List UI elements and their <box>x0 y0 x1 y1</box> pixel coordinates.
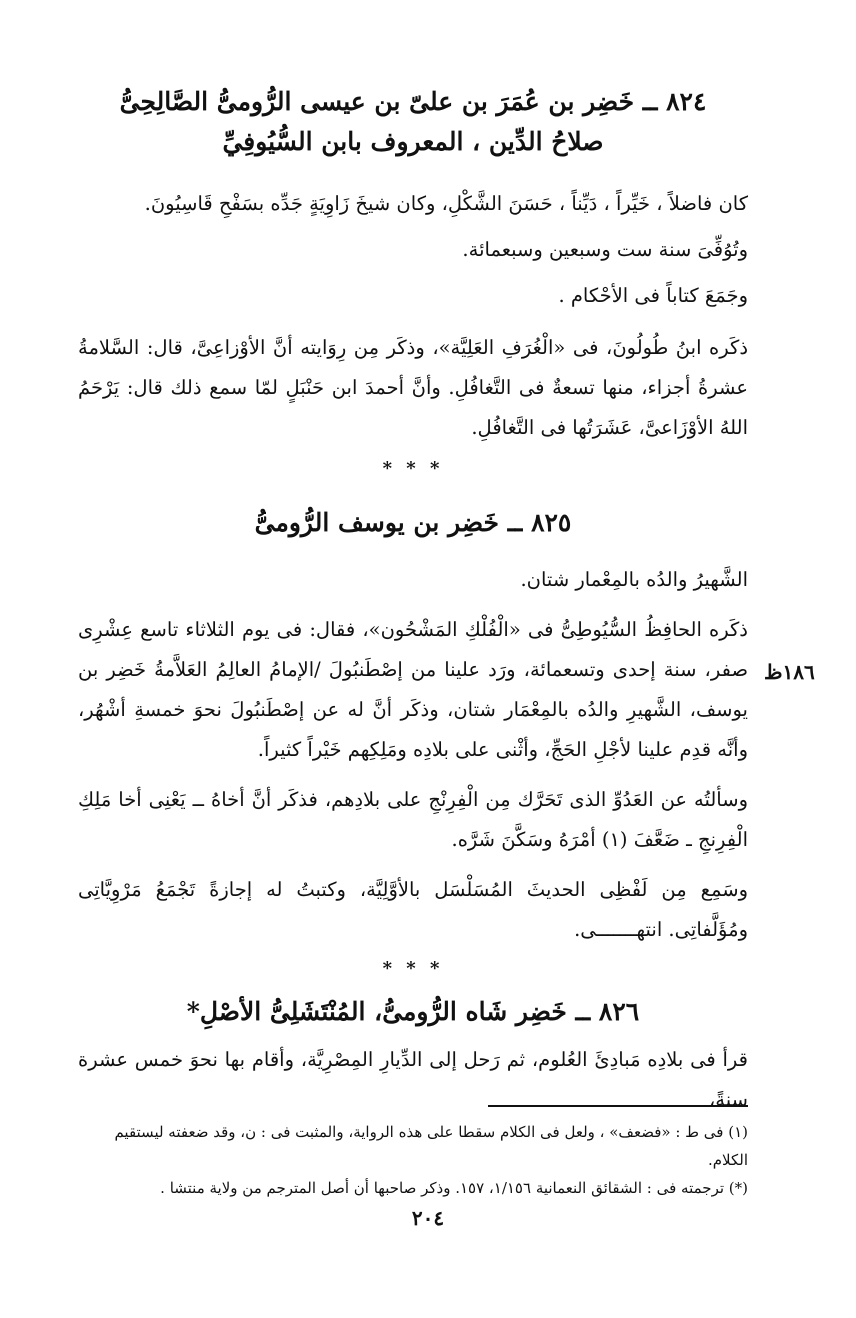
entry-heading-line-2: صلاحُ الدِّين ، المعروف بابن السُّيُوفِيِّ <box>222 127 604 156</box>
entry-825-text <box>78 560 748 950</box>
footnote: (*) ترجمته فى : الشقائق النعمانية ١/١٥٦، ١٥٧. وذكر صاحبها أن أصل المترجم من ولاية منتشا . <box>160 1179 748 1197</box>
paragraph: كان فاضلاً ، خَيِّراً ، دَيِّناً ، حَسَنَ الشَّكْلِ، وكان شيخَ زَاوِيَةٍ جَدِّه بسَفْحِ قَاسِيُونَ. <box>144 192 748 215</box>
entry-825 <box>78 503 748 543</box>
entry-826 <box>78 992 748 1032</box>
separator: * * * <box>382 958 444 979</box>
entry-824-text <box>78 184 748 448</box>
paragraph: وجَمَعَ كتاباً فى الأحْكام . <box>558 284 748 307</box>
paragraph: وتُوُفِّىَ سنة ست وسبعين وسبعمائة. <box>462 238 748 261</box>
entry-heading: ٨٢٥ ــ خَضِر بن يوسف الرُّومىُّ <box>254 508 572 537</box>
page-number: ٢٠٤ <box>411 1206 445 1230</box>
paragraph: الشَّهيرُ والدُه بالمِعْمار شتان. <box>520 568 748 591</box>
paragraph: وسَمِع مِن لَفْظِى الحديثَ المُسَلْسَل بالأوَّلِيَّة، وكتبتُ له إجازةً تَجْمَعُ مَرْوِيَّاتِى ومُؤَلَّفاتِى. انتهـــــــى. <box>78 878 748 941</box>
separator: * * * <box>382 458 444 479</box>
entry-824 <box>78 82 748 162</box>
paragraph: ذكَره ابنُ طُولُونَ، فى «الْغُرَفِ العَلِيَّة»، وذكَر مِن رِوَايته أنَّ الأوْزاعِىَّ، قال: السَّلامةُ عشرةُ أجزاء، منها تسعةٌ فى التَّغافُلِ. وأنَّ أحمدَ ابن حَنْبَلٍ لمّا سمع ذلك قال: يَرْحَمُ اللهُ الأوْزَاعىَّ، عَشَرَتُها فى التَّغافُلِ. <box>78 336 748 439</box>
entry-826-text <box>78 1040 748 1120</box>
paragraph: قرأ فى بلادِه مَبادِئَ العُلوم، ثم رَحل إلى الدِّيارِ المِصْرِيَّة، وأقام بها نحوَ خمس عشرة سنةً، <box>78 1048 748 1111</box>
footnote: (١) فى ط : «فضعف» ، ولعل فى الكلام سقطا على هذه الرواية، والمثبت فى : ن، وقد ضعفته ليستقيم الكلام. <box>114 1123 748 1169</box>
footnotes <box>78 1118 748 1202</box>
paragraph: وسألتُه عن العَدُوِّ الذى تَحَرَّك مِن الْفِرِنْجِ على بلادِهم، فذكَر أنَّ أخاهُ ــ يَعْنِى أخا مَلِكِ الْفِرِنجِ ـ ضَعَّفَ (١) أمْرَهُ وسَكَّنَ شَرَّه. <box>78 788 748 851</box>
paragraph: ذكَره الحافِظُ السُّيُوطِىُّ فى «الْفُلْكِ المَشْحُون»، فقال: فى يوم الثلاثاء تاسع عِشْرِى صفر، سنة إحدى وتسعمائة، ورَد علينا من إصْطَنبُولَ /الإمامُ العالِمُ العَلاَّمةُ خَضِر بن يوسف، الشَّهيرِ والدُه بالمِعْمَار شتان، وذكَر أنَّ له عن إصْطَنبُولَ نحوَ خمسةِ أشْهُر، وأنَّه قدِم علينا لأجْلِ الحَجِّ، وأثْنى على بلادِه ومَلِكِهم خَيْراً كثيراً. <box>78 618 748 761</box>
entry-heading: ٨٢٤ ــ خَضِر بن عُمَرَ بن علىّ بن عيسى الرُّومىُّ الصَّالِحِىُّ <box>119 87 707 116</box>
footnote-rule <box>488 1105 748 1107</box>
entry-heading: ٨٢٦ ــ خَضِر شَاه الرُّومىُّ، المُنْتَشَلِىُّ الأصْلِ* <box>186 997 640 1026</box>
folio-margin-note: ١٨٦ظ <box>764 660 815 684</box>
